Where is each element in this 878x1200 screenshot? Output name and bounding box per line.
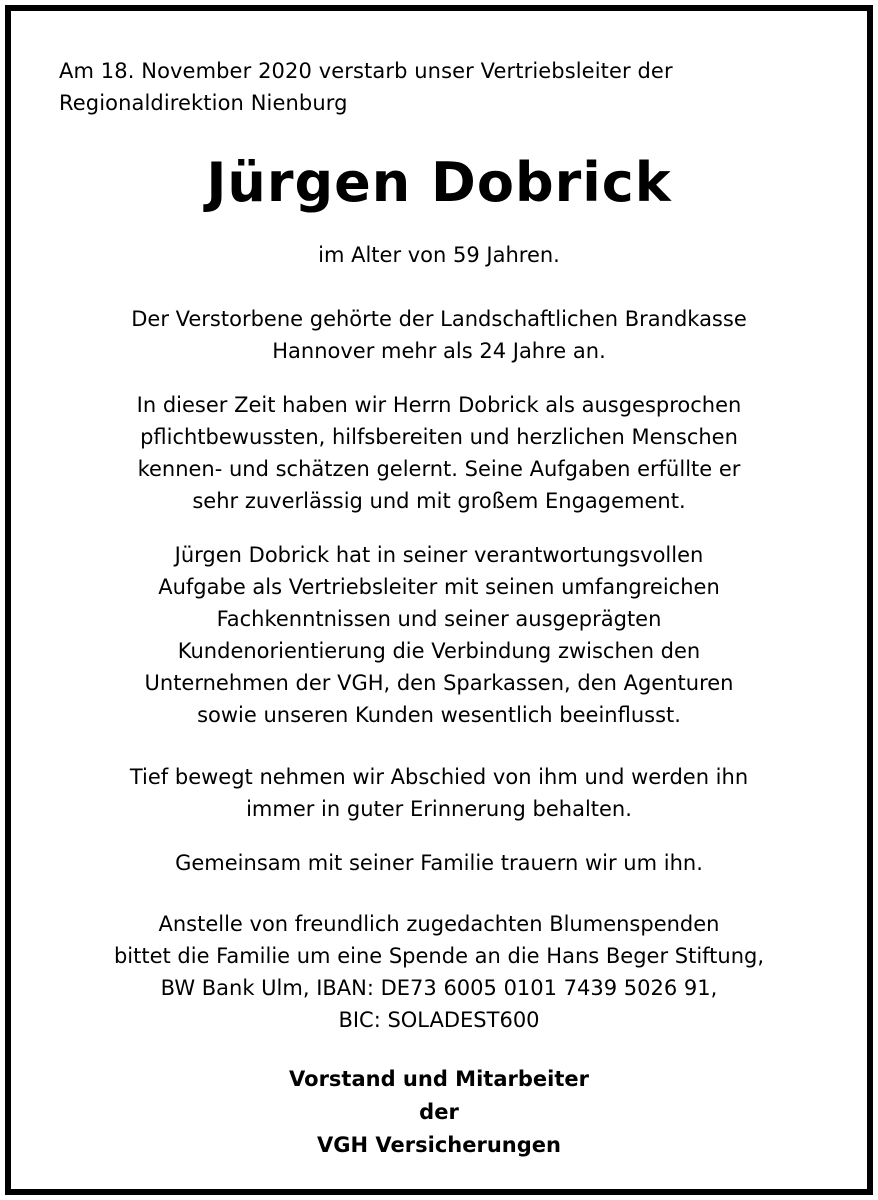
paragraph-line: Aufgabe als Vertriebsleiter mit seinen umfangreichen [158,575,720,599]
signature-line: VGH Versicherungen [317,1133,561,1157]
paragraph-line: Anstelle von freundlich zugedachten Blumenspenden [158,912,720,936]
intro-line: Am 18. November 2020 verstarb unser Vertriebsleiter der [59,59,673,83]
obituary-content [11,11,867,1189]
deceased-name: Jürgen Dobrick [206,151,672,214]
paragraph-mourning [11,847,867,879]
paragraph-line: In dieser Zeit haben wir Herrn Dobrick als ausgesprochen [136,393,742,417]
paragraph-membership [11,303,867,367]
paragraph-line: Der Verstorbene gehörte der Landschaftlichen Brandkasse [131,307,747,331]
paragraph-character [11,389,867,517]
signature-line: Vorstand und Mitarbeiter [289,1067,589,1091]
paragraph-donation [11,908,867,1036]
paragraph-line: kennen- und schätzen gelernt. Seine Aufgaben erfüllte er [137,457,741,481]
paragraph-line: Hannover mehr als 24 Jahre an. [272,339,606,363]
paragraph-farewell [11,761,867,825]
paragraph-line: Jürgen Dobrick hat in seiner verantwortungsvollen [174,543,704,567]
paragraph-role [11,539,867,731]
paragraph-line: Unternehmen der VGH, den Sparkassen, den Agenturen [144,671,734,695]
age-line [11,239,867,271]
paragraph-line: pflichtbewussten, hilfsbereiten und herzlichen Menschen [140,425,738,449]
paragraph-line: BIC: SOLADEST600 [338,1008,540,1032]
paragraph-line: sehr zuverlässig und mit großem Engagement. [192,489,686,513]
paragraph-line: Gemeinsam mit seiner Familie trauern wir um ihn. [175,851,703,875]
signature-block [11,1063,867,1162]
paragraph-line: BW Bank Ulm, IBAN: DE73 6005 0101 7439 5026 91, [160,976,718,1000]
intro-line: Regionaldirektion Nienburg [59,91,348,115]
paragraph-line: bittet die Familie um eine Spende an die Hans Beger Stiftung, [113,944,765,968]
obituary-frame [5,5,873,1195]
intro-text [59,55,859,119]
paragraph-line: Kundenorientierung die Verbindung zwischen den [177,639,701,663]
paragraph-line: Fachkenntnissen und seiner ausgeprägten [216,607,662,631]
paragraph-line: Tief bewegt nehmen wir Abschied von ihm und werden ihn [129,765,749,789]
signature-line: der [419,1100,459,1124]
paragraph-line: immer in guter Erinnerung behalten. [246,797,632,821]
age-text: im Alter von 59 Jahren. [318,243,560,267]
paragraph-line: sowie unseren Kunden wesentlich beeinflusst. [197,703,681,727]
